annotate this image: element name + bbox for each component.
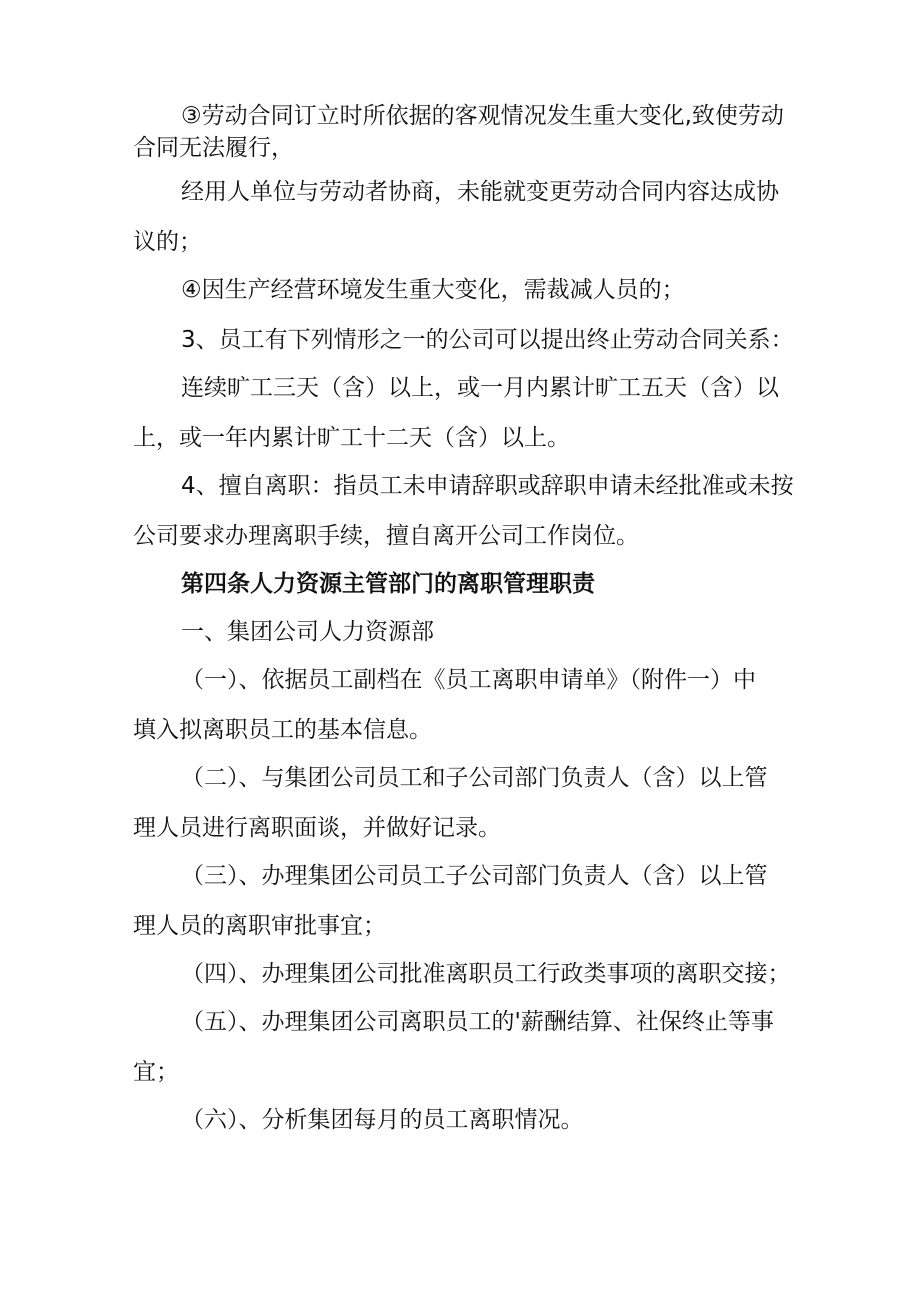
text-line: （五）、办理集团公司离职员工的'薪酬结算、社保终止等事 (181, 1009, 774, 1035)
text-line: 4、擅自离职：指员工未申请辞职或辞职申请未经批准或未按 (181, 473, 794, 499)
text-line: 填入拟离职员工的基本信息。 (133, 717, 432, 743)
section-heading: 第四条人力资源主管部门的离职管理职责 (181, 571, 595, 597)
text-line: ④因生产经营环境发生重大变化，需裁减人员的； (181, 277, 685, 303)
text-line: 经用人单位与劳动者协商，未能就变更劳动合同内容达成协 (181, 179, 779, 205)
text-line: 一、集团公司人力资源部 (181, 619, 434, 645)
text-line: 上，或一年内累计旷工十二天（含）以上。 (133, 425, 570, 451)
text-line: （四）、办理集团公司批准离职员工行政类事项的离职交接； (181, 961, 791, 987)
text-line: （二）、与集团公司员工和子公司部门负责人（含）以上管 (181, 765, 768, 791)
text-line: （三）、办理集团公司员工子公司部门负责人（含）以上管 (181, 863, 768, 889)
text-line: 合同无法履行， (133, 135, 294, 161)
text-line: 议的； (133, 229, 202, 255)
text-line: 理人员进行离职面谈，并做好记录。 (133, 815, 501, 841)
text-line: 连续旷工三天（含）以上，或一月内累计旷工五天（含）以 (181, 375, 779, 401)
text-line: （一）、依据员工副档在《员工离职申请单》（附件一）中 (181, 667, 756, 693)
text-line: 3、员工有下列情形之一的公司可以提出终止劳动合同关系： (181, 327, 794, 353)
text-line: （六）、分析集团每月的员工离职情况。 (181, 1107, 584, 1133)
text-line: 公司要求办理离职手续，擅自离开公司工作岗位。 (133, 523, 639, 549)
text-line: 宜； (133, 1059, 179, 1085)
text-line: 理人员的离职审批事宜； (133, 913, 386, 939)
text-line: ③劳动合同订立时所依据的客观情况发生重大变化,致使劳动 (181, 103, 784, 129)
